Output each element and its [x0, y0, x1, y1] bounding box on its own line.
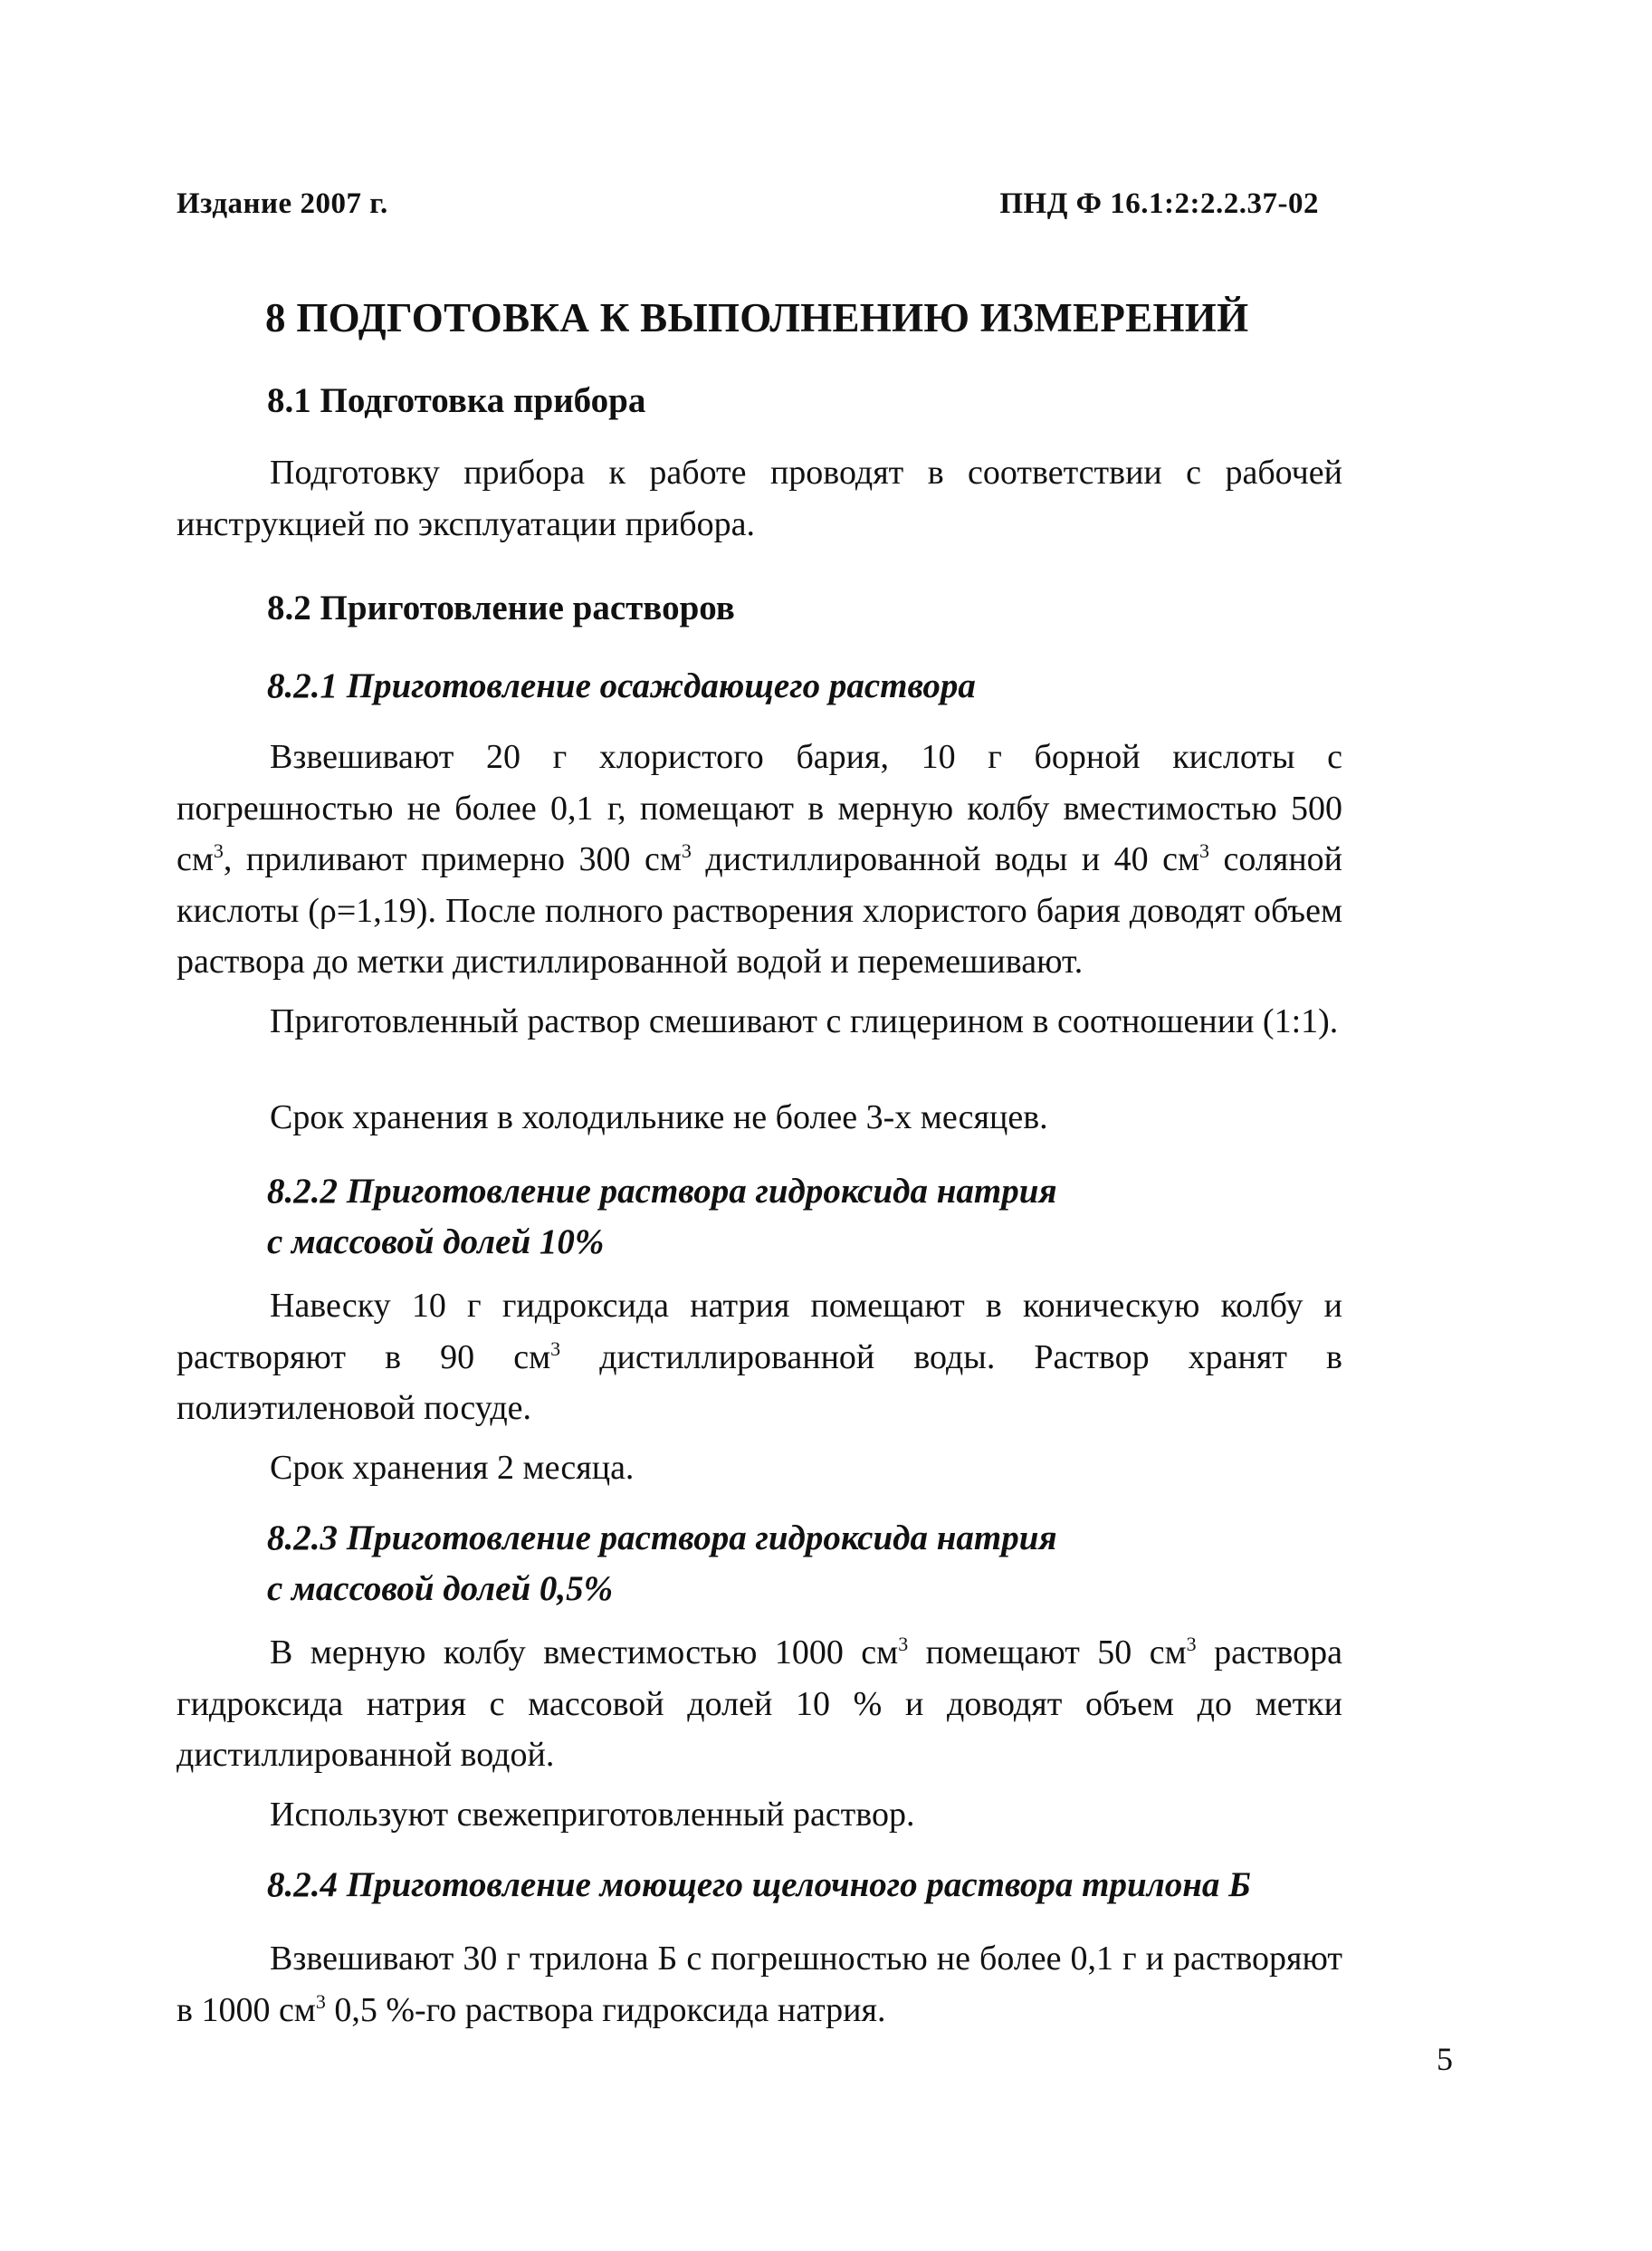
document-code: ПНД Ф 16.1:2:2.2.37-02	[999, 187, 1319, 220]
section-8-2-1-paragraph-2: Приготовленный раствор смешивают с глицерином в соотношении (1:1).	[270, 1002, 1339, 1040]
section-8-2-title: 8.2 Приготовление растворов	[267, 589, 735, 627]
section-8-2-1-storage: Срок хранения в холодильнике не более 3-х месяцев.	[270, 1098, 1048, 1136]
section-8-1-paragraph: Подготовку прибора к работе проводят в соответствии с рабочей инструкцией по эксплуатации прибора.	[177, 454, 1342, 543]
page-number: 5	[1437, 2041, 1453, 2077]
section-8-title: 8 ПОДГОТОВКА К ВЫПОЛНЕНИЮ ИЗМЕРЕНИЙ	[265, 295, 1249, 340]
section-8-2-2-storage: Срок хранения 2 месяца.	[270, 1449, 635, 1487]
section-8-2-4-title: 8.2.4 Приготовление моющего щелочного раствора трилона Б	[267, 1865, 1251, 1904]
section-8-2-1-title: 8.2.1 Приготовление осаждающего раствора	[267, 666, 976, 705]
section-8-2-2-title: 8.2.2 Приготовление раствора гидроксида натрия с массовой долей 10%	[267, 1172, 1057, 1261]
section-8-2-4-paragraph-1: Взвешивают 30 г трилона Б с погрешностью не более 0,1 г и растворяют в 1000 $см^3$ 0,5 %-го раствора гидроксида натрия.	[177, 1940, 1342, 2029]
section-8-1-title: 8.1 Подготовка прибора	[267, 381, 646, 420]
section-8-2-2-paragraph-1: Навеску 10 г гидроксида натрия помещают в коническую колбу и растворяют в 90 $см^3$ дистиллированной воды. Раствор хранят в полиэтиленовой посуде.	[177, 1287, 1342, 1427]
edition-label: Издание 2007 г.	[177, 187, 388, 220]
section-8-2-3-paragraph-1: В мерную колбу вместимостью 1000 $см^3$ помещают 50 $см^3$ раствора гидроксида натрия с массовой долей 10 % и доводят объем до метки дистиллированной водой.	[177, 1633, 1343, 1774]
section-8-2-3-note: Используют свежеприготовленный раствор.	[270, 1796, 915, 1834]
section-8-2-1-paragraph-1: Взвешивают 20 г хлористого бария, 10 г борной кислоты с погрешностью не более 0,1 г, помещают в мерную колбу вместимостью 500 $см^3$, приливают примерно 300 $см^3$ дистиллированной воды и 40 $см^3$ соляной кислоты (ρ=1,19). После полного растворения хлористого бария доводят объем раствора до метки дистиллированной водой и перемешивают.	[177, 738, 1342, 981]
section-8-2-3-title: 8.2.3 Приготовление раствора гидроксида натрия с массовой долей 0,5%	[267, 1518, 1057, 1608]
